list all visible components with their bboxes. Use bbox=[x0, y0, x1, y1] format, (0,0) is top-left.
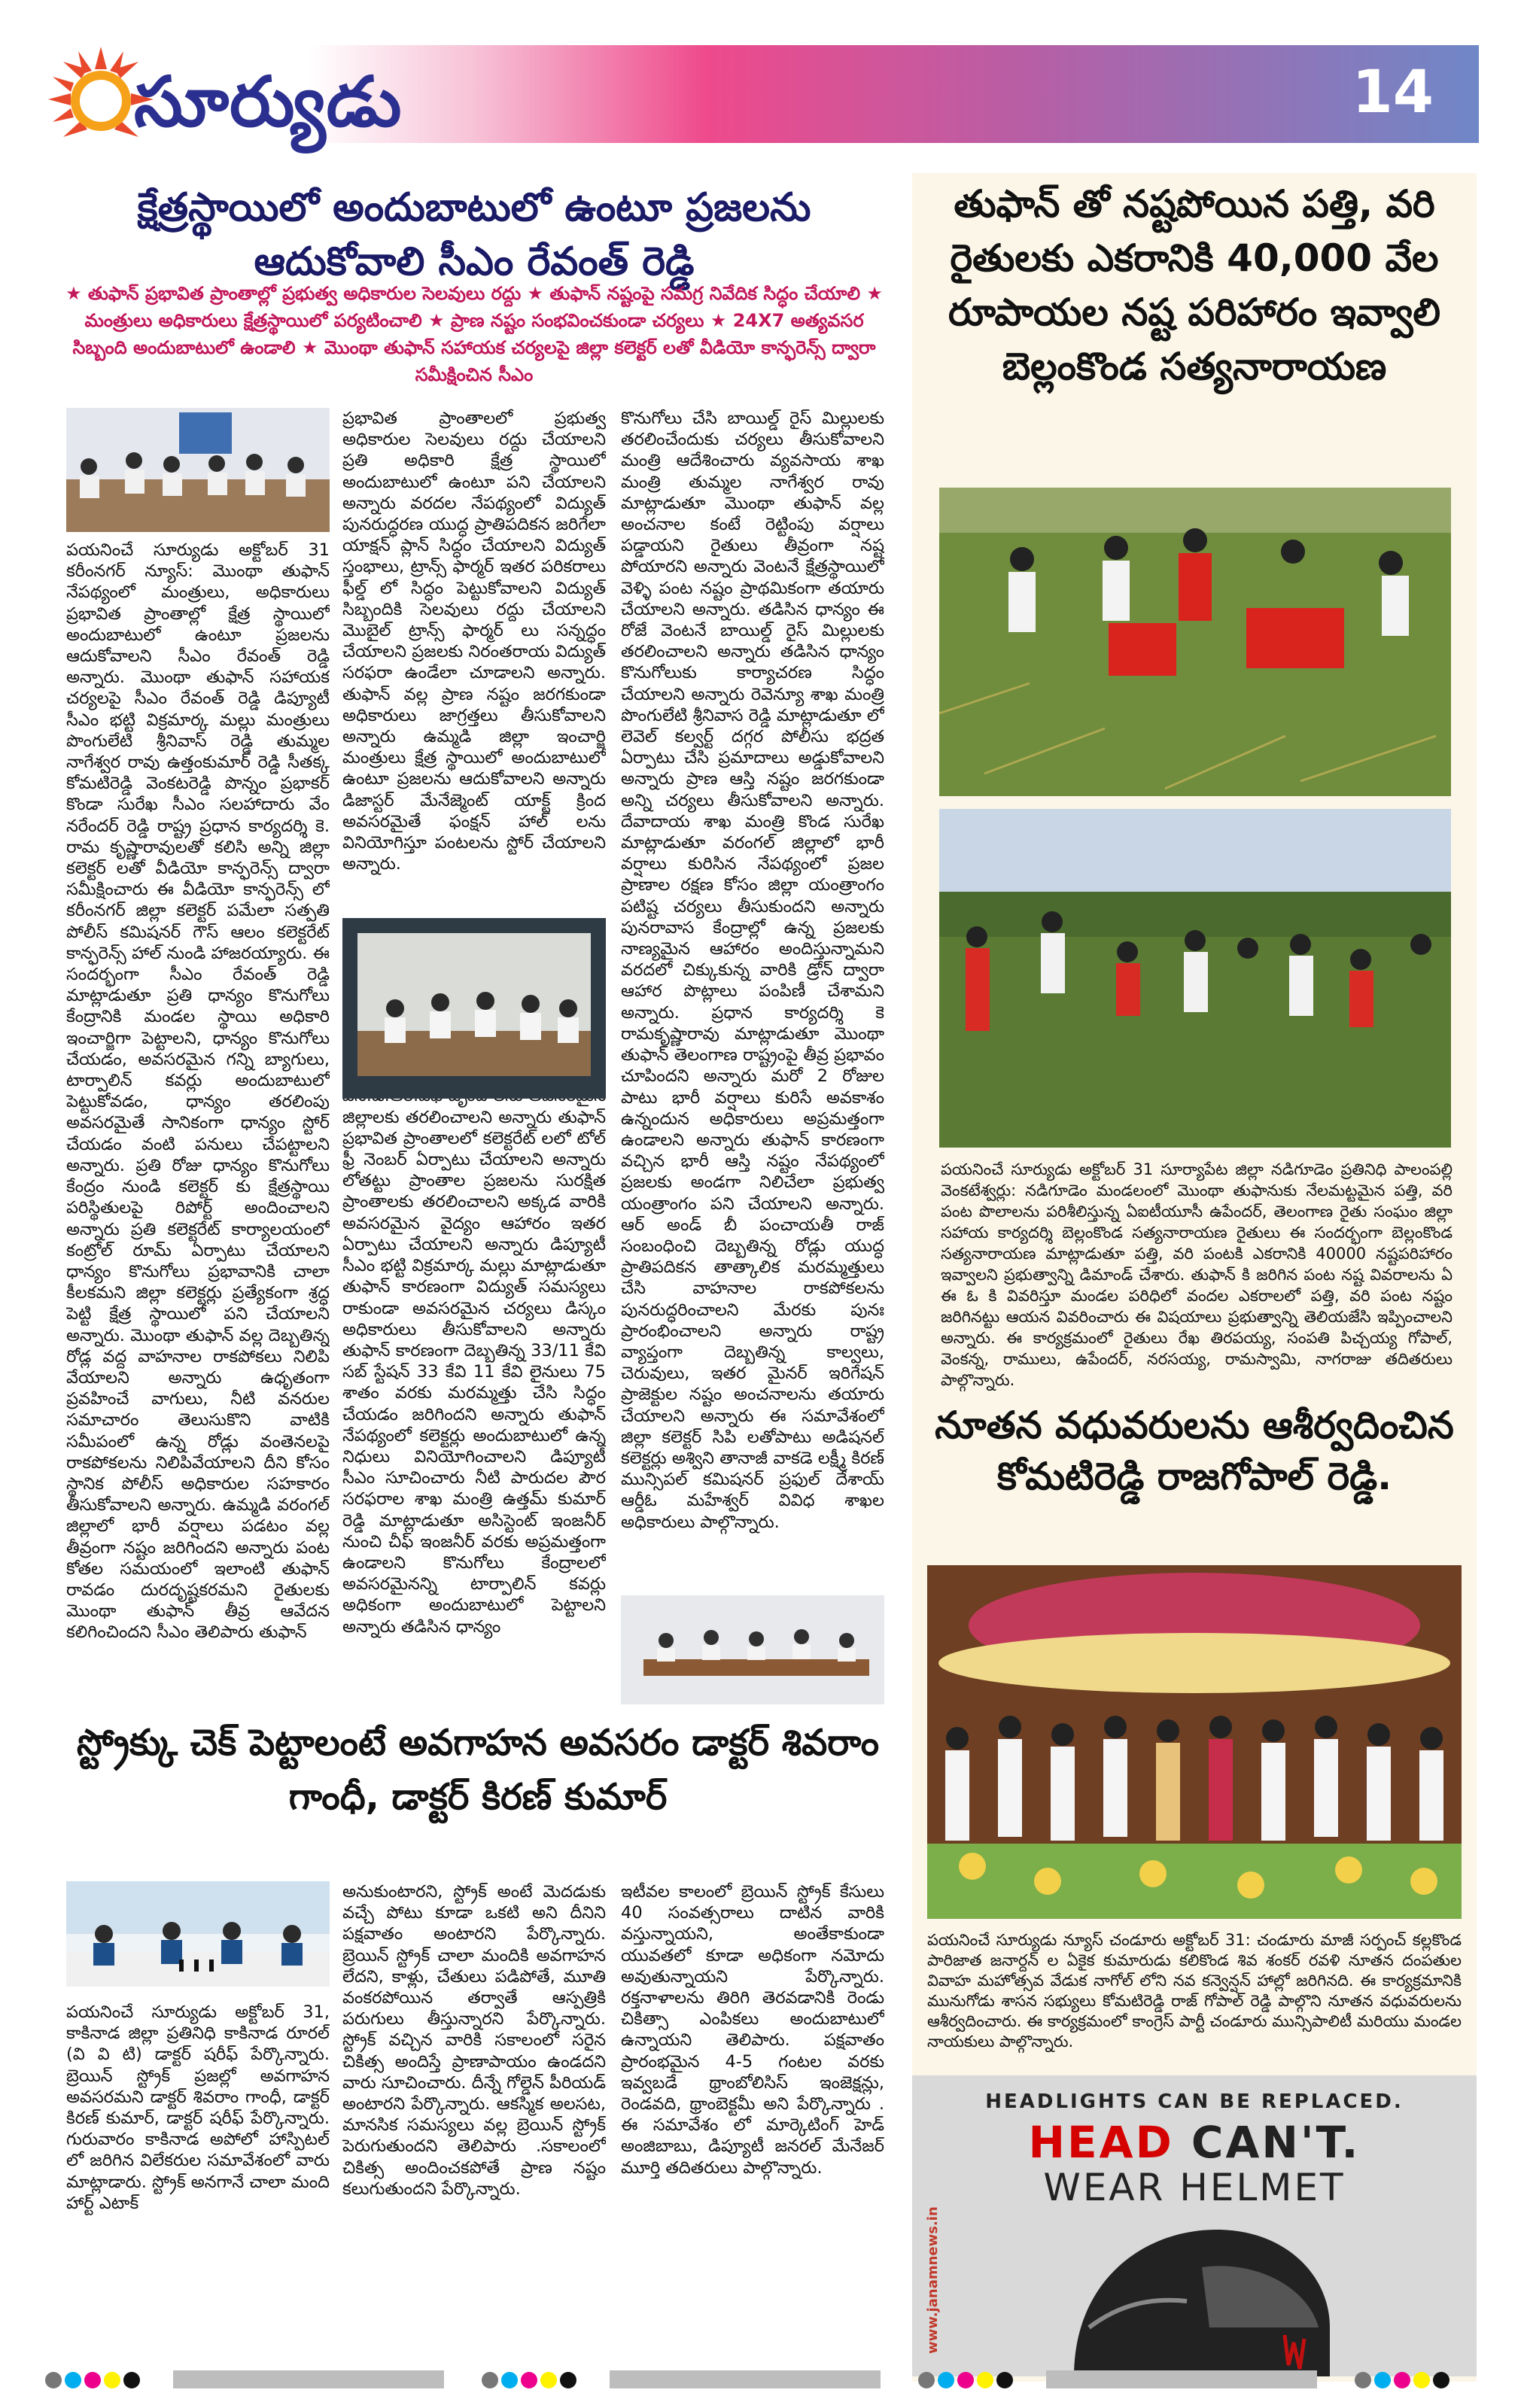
ad-line-2-red: HEAD bbox=[1028, 2117, 1174, 2168]
registration-dot bbox=[1433, 2372, 1449, 2388]
farmer-compensation-headline: తుఫాన్ తో నష్టపోయిన పత్తి, వరి రైతులకు ఎకరానికి 40,000 వేల రూపాయల నష్ట పరిహారం ఇవ్వాలి బెల్లంకొండ సత్యనారాయణ bbox=[948, 182, 1441, 388]
registration-dot bbox=[501, 2372, 518, 2388]
gray-bar bbox=[1046, 2370, 1317, 2388]
page-number: 14 bbox=[1352, 59, 1434, 126]
helmet-icon bbox=[1059, 2215, 1345, 2376]
color-dots-2 bbox=[482, 2370, 576, 2390]
ad-line-3: WEAR HELMET bbox=[1043, 2166, 1346, 2209]
gray-bar bbox=[610, 2370, 881, 2388]
ad-line-1: HEADLIGHTS CAN BE REPLACED. bbox=[985, 2090, 1404, 2113]
stroke-article-text-1: పయనించే సూర్యుడు అక్టోబర్ 31, కాకినాడ జిల్లా ప్రతినిధి కాకినాడ రూరల్ (వి వి టి) డాక్టర్ షరీఫ్ పేర్కొన్నారు. బ్రెయిన్ స్ట్రోక్ ప్రజల్లో అవగాహన అవసరమని డాక్టర్ శివరాం గాంధీ, డాక్టర్ కిరణ్ కుమార్, డాక్టర్ షరీఫ్ పేర్కొన్నారు. గురువారం కాకినాడ అపోలో హాస్పిటల్ లో జరిగిన విలేకరుల సమావేశంలో వారు మాట్లాడారు. స్ట్రోక్ అనగానే చాలా మంది హార్ట్ ఎటాక్ bbox=[66, 2002, 330, 2213]
registration-dot bbox=[1413, 2372, 1430, 2388]
registration-dot bbox=[65, 2372, 81, 2388]
registration-dot bbox=[996, 2372, 1013, 2388]
wedding-text: పయనించే సూర్యుడు న్యూస్ చండూరు అక్టోబర్ 31: చండూరు మాజీ సర్పంచ్ కల్లకొండ పారిజాత జనార్దన్ ల ఏకైక కుమారుడు కలికొండ శివ శంకర్ రవళి నూతన దంపతుల వివాహ మహోత్సవ వేడుక నాగోల్ లోని నవ కన్వెన్షన్ హాల్లో జరిగినది. ఈ కార్యక్రమానికి మునుగోడు శాసన సభ్యులు కోమటిరెడ్డి రాజ్ గోపాల్ రెడ్డి పాల్గొని నూతన వధువరులను ఆశీర్వదించారు. ఈ కార్యక్రమంలో కాంగ్రెస్ పార్టీ చండూరు మున్సిపాలిటీ మరియు మండల నాయకులు పాల్గొన్నారు. bbox=[927, 1931, 1462, 2051]
header-banner bbox=[309, 45, 1479, 143]
color-dots-4 bbox=[1355, 2370, 1449, 2390]
registration-dot bbox=[45, 2372, 62, 2388]
registration-dot bbox=[521, 2372, 537, 2388]
stroke-headline: స్ట్రోక్కు చెక్ పెట్టాలంటే అవగాహన అవసరం డాక్టర్ శివరాం గాంధీ, డాక్టర్ కిరణ్ కుమార్ bbox=[76, 1722, 880, 1818]
helmet-ad bbox=[912, 2075, 1477, 2376]
stroke-article-column-3 bbox=[621, 1881, 884, 2318]
wedding-headline: నూతన వధువరులను ఆశీర్వదించిన కోమటిరెడ్డి రాజగోపాల్ రెడ్డి. bbox=[935, 1403, 1454, 1498]
registration-dot bbox=[560, 2372, 576, 2388]
main-article-text-1: పయనించే సూర్యుడు అక్టోబర్ 31 కరీంనగర్ న్యూస్: మొంథా తుఫాన్ నేపథ్యంలో మంత్రులు, అధికారులు ప్రభావిత ప్రాంతాల్లో క్షేత్ర స్థాయిలో అందుబాటులో ఉంటూ ప్రజలను ఆదుకోవాలని సీఎం రేవంత్ రెడ్డి అన్నారు. మొంథా తుఫాన్ సహాయక చర్యలపై సీఎం రేవంత్ రెడ్డి డిప్యూటీ సీఎం భట్టి విక్రమార్క మల్లు మంత్రులు పొంగులేటి శ్రీనివాస్ రెడ్డి తుమ్మల నాగేశ్వర రావు ఉత్తంకుమార్ రెడ్డి సీతక్క కోమటిరెడ్డి వెంకటరెడ్డి పొన్నం ప్రభాకర్ కొండా సురేఖ సీఎం సలహాదారు వేం నరేందర్ రెడ్డి రాష్ట్ర ప్రధాన కార్యదర్శి కె. రామ కృష్ణారావులతో కలిసి అన్ని జిల్లా కలెక్టర్ లతో వీడియో కాన్ఫరెన్స్ ద్వారా సమీక్షించారు ఈ వీడియో కాన్ఫరెన్స్ లో కరీంనగర్ జిల్లా కలెక్టర్ పమేలా సత్పతి పోలీస్ కమిషనర్ గౌస్ ఆలం కలెక్టరేట్ కాన్ఫరెన్స్ హాల్ నుండి హాజరయ్యారు. ఈ సందర్భంగా సీఎం రేవంత్ రెడ్డి మాట్లాడుతూ ప్రతి ధాన్యం కొనుగోలు కేంద్రానికి మండల స్థాయి అధికారి ఇంచార్జిగా పెట్టాలని, ధాన్యం కొనుగోలు చేయడం, అవసరమైన గన్ని బ్యాగులు, టార్పాలిన్ కవర్లు అందుబాటులో పెట్టుకోవడం, ధాన్యం తరలింపు అవసరమైతే సానికంగా ధాన్యం స్టోర్ చేయడం వంటి పనులు చేపట్టాలని అన్నారు. ప్రతి రోజు ధాన్యం కొనుగోలు కేంద్రం నుండి కలెక్టర్ కు క్షేత్రస్థాయి పరిస్థితులపై రిపోర్ట్ అందించాలని అన్నారు ప్రతి కలెక్టరేట్ కార్యాలయంలో కంట్రోల్ రూమ్ ఏర్పాటు చేయాలని ధాన్యం కొనుగోలు ప్రభావానికి చాలా కీలకమని జిల్లా కలెక్టర్లు ప్రత్యేకంగా శ్రద్ధ పెట్టి క్షేత్ర స్థాయిలో పని చేయాలని అన్నారు. మొంథా తుఫాన్ వల్ల దెబ్బతిన్న రోడ్ల వద్ద వాహనాల రాకపోకలు నిలిపి వేయాలని అన్నారు ఉధృతంగా ప్రవహించే వాగులు, నీటి వనరుల సమాచారం తెలుసుకొని వాటికి సమీపంలో ఉన్న రోడ్లు వంతెనలపై రాకపోకలను నిలిపివేయాలని దీని కోసం స్థానిక పోలీస్ అధికారుల సహకారం తీసుకోవాలని అన్నారు. ఉమ్మడి వరంగల్ జిల్లాలో భారీ వర్షాలు పడటం వల్ల తీవ్రంగా నష్టం జరిగిందని అన్నారు పంట కోతల సమయంలో ఇలాంటి తుఫాన్ రావడం దురదృష్టకరమని రైతులకు మొంథా తుఫాన్ తీవ్ర ఆవేదన కలిగించిందని సీఎం తెలిపారు తుఫాన్ bbox=[66, 540, 330, 1643]
registration-dot bbox=[1355, 2372, 1371, 2388]
registration-dot bbox=[918, 2372, 935, 2388]
registration-dot bbox=[957, 2372, 974, 2388]
stroke-article-column-1 bbox=[66, 1881, 330, 2318]
main-headline: క్షేత్రస్థాయిలో అందుబాటులో ఉంటూ ప్రజలను ఆదుకోవాలి సీఎం రేవంత్ రెడ్డి bbox=[137, 185, 811, 284]
registration-dot bbox=[84, 2372, 101, 2388]
crop-damage-photo-2 bbox=[939, 809, 1451, 1148]
ad-line-2-dark: CAN'T. bbox=[1191, 2117, 1361, 2168]
newspaper-name: సూర్యుడు bbox=[134, 62, 403, 142]
video-conference-photo bbox=[342, 918, 606, 1099]
svg-text:www.janamnews.in: www.janamnews.in bbox=[925, 2206, 941, 2354]
registration-dot bbox=[1394, 2372, 1410, 2388]
registration-dot bbox=[1374, 2372, 1391, 2388]
main-article-column-3 bbox=[621, 408, 884, 1706]
registration-dot bbox=[104, 2372, 120, 2388]
farmer-compensation-text: పయనించే సూర్యుడు అక్టోబర్ 31 సూర్యాపేట జిల్లా నడిగూడెం ప్రతినిధి పాలంపల్లి వెంకటేశ్వర్లు: నడిగూడెం మండలంలో మొంథా తుఫానుకు నేలమట్టమైన పత్తి, వరి పంట పొలాలను పరిశీలిస్తున్న ఏఐటీయూసీ ఉపేందర్, తెలంగాణ రైతు సంఘం జిల్లా సహాయ కార్యదర్శి బెల్లంకొండ సత్యనారాయణ రైతులు ఈ సందర్భంగా బెల్లంకొండ సత్యనారాయణ మాట్లాడుతూ పత్తి, వరి పంటకి ఎకరానికి 40000 నష్టపరిహారం ఇవ్వాలని ప్రభుత్వాన్ని డిమాండ్ చేశారు. తుఫాన్ కి జరిగిన పంట నష్ట వివరాలను ఏ ఈ ఓ కి వివరిస్తూ మండల పరిధిలో వందల ఎకరాలలో పత్తి, వరి పంట నష్టం జరిగినట్టు ఆయన వివరించారు ఈ విషయాలు ప్రభుత్వాన్ని తెలియజేసి ఇప్పించాలని అన్నారు. ఈ కార్యక్రమంలో రైతులు రేఖ తిరపయ్య, సంపతి పిచ్చయ్య గోపాల్, వెంకన్న, రాములు, ఉపేందర్, నరసయ్య, రామస్వామి, నాగరాజు తదితరులు పాల్గొన్నారు. bbox=[941, 1160, 1453, 1389]
collectorate-meeting-photo bbox=[621, 1595, 884, 1704]
newspaper-logo bbox=[45, 30, 403, 173]
crop-damage-photo-1 bbox=[939, 488, 1451, 796]
stroke-article-column-2 bbox=[342, 1881, 606, 2318]
gray-bar bbox=[173, 2370, 444, 2388]
stroke-article-text-2: అనుకుంటారని, స్ట్రోక్ అంటే మెదడుకు వచ్చే పోటు కూడా ఒకటి అని దీనిని పక్షవాతం అంటారని పేర్కొన్నారు. బ్రెయిన్ స్ట్రోక్ చాలా మందికి అవగాహన లేదని, కాళ్లు, చేతులు పడిపోతే, మూతి వంకరపోయిన తర్వాతే ఆస్పత్రికి పరుగులు తీస్తున్నారని పేర్కొన్నారు. స్ట్రోక్ వచ్చిన వారికి సకాలంలో సరైన చికిత్స అందిస్తే ప్రాణాపాయం ఉండదని వారు సూచించారు. దీన్నే గోల్డెన్ పీరియడ్ అంటారని పేర్కొన్నారు. ఆకస్మిక అలసట, మానసిక సమస్యలు వల్ల బ్రెయిన్ స్ట్రోక్ పెరుగుతుందని తెలిపారు .సకాలంలో చికిత్స అందించకపోతే ప్రాణ నష్టం కలుగుతుందని పేర్కొన్నారు. bbox=[342, 1882, 606, 2199]
wedding-photo bbox=[927, 1565, 1462, 1919]
main-article-text-4: కొనుగోలు చేసి బాయిల్డ్ రైస్ మిల్లులకు తరలించేందుకు చర్యలు తీసుకోవాలని మంత్రి ఆదేశించారు వ్యవసాయ శాఖ మంత్రి తుమ్మల నాగేశ్వర రావు మాట్లాడుతూ మొంథా తుఫాన్ వల్ల అంచనాల కంటే రెట్టింపు వర్షాలు పడ్డాయని రైతులు తీవ్రంగా నష్ట పోయారని అన్నారు వెంటనే క్షేత్రస్థాయిలో వెళ్ళి పంట నష్టం ప్రాథమికంగా తయారు చేయాలని అన్నారు. తడిసిన ధాన్యం ఈ రోజే వెంటనే బాయిల్డ్ రైస్ మిల్లులకు తరలించాలని అన్నారు తడిసిన ధాన్యం కొనుగోలుకు కార్యాచరణ సిద్ధం చేయాలని అన్నారు రెవెన్యూ శాఖ మంత్రి పొంగులేటి శ్రీనివాస రెడ్డి మాట్లాడుతూ లో లెవెల్ కల్వర్ట్ దగ్గర పోలీసు భద్రత ఏర్పాటు చేసి ప్రమాదాలు అడ్డుకోవాలని అన్నారు ప్రాణ ఆస్తి నష్టం జరగకుండా అన్ని చర్యలు తీసుకోవాలని అన్నారు. దేవాదాయ శాఖ మంత్రి కొండ సురేఖ మాట్లాడుతూ వరంగల్ జిల్లాలో భారీ వర్షాలు కురిసిన నేపథ్యంలో ప్రజల ప్రాణాల రక్షణ కోసం జిల్లా యంత్రాంగం పటిష్ట చర్యలు తీసుకుందని అన్నారు పునరావాస కేంద్రాల్లో ఉన్న ప్రజలకు నాణ్యమైన ఆహారం అందిస్తున్నామని వరదలో చిక్కుకున్న వారికి డ్రోన్ ద్వారా ఆహార పొట్లాలు పంపిణీ చేశామని అన్నారు. ప్రధాన కార్యదర్శి కె రామకృష్ణారావు మాట్లాడుతూ మొంథా తుఫాన్ తెలంగాణ రాష్ట్రంపై తీవ్ర ప్రభావం చూపిందని అన్నారు మరో 2 రోజుల పాటు భారీ వర్షాలు కురిసే అవకాశం ఉన్నందున అధికారులు అప్రమత్తంగా ఉండాలని అన్నారు తుఫాన్ కారణంగా వచ్చిన భారీ ఆస్తి నష్టం నేపథ్యంలో ప్రజలకు అండగా నిలిచేలా ప్రభుత్వ యంత్రాంగం పని చేయాలని అన్నారు. ఆర్ అండ్ బీ పంచాయతీ రాజ్ సంబంధించి దెబ్బతిన్న రోడ్లు యుద్ధ ప్రాతిపదికన తాత్కాలిక మరమ్మత్తులు చేసి వాహనాల రాకపోకలను పునరుద్ధరించాలని మేరకు పునః ప్రారంభించాలని అన్నారు రాష్ట్ర వ్యాప్తంగా దెబ్బతిన్న కాల్వలు, చెరువులు, ఇతర మైనర్ ఇరిగేషన్ ప్రాజెక్టుల నష్టం అంచనాలను తయారు చేయాలని అన్నారు ఈ సమావేశంలో జిల్లా కలెక్టర్ సిపి లతోపాటు అడిషనల్ కలెక్టర్లు అశ్విని తానాజీ వాకడె లక్ష్మీ కిరణ్ మున్సిపల్ కమిషనర్ ప్రఫుల్ దేశాయ్ ఆర్డీఓ మహేశ్వర్ వివిధ శాఖల అధికారులు పాల్గొన్నారు. bbox=[621, 409, 884, 1532]
main-article-text-3: జిల్లాలకు తరలించాలని అన్నారు తుఫాన్ ప్రభావిత ప్రాంతాలలో కలెక్టరేట్ లలో టోల్ ఫ్రీ నెంబర్ ఏర్పాటు చేయాలని అన్నారు లోతట్టు ప్రాంతాల ప్రజలను సురక్షిత ప్రాంతాలకు తరలించాలని అక్కడ వారికి అవసరమైన వైద్యం ఆహారం ఇతర ఏర్పాటు చేయాలని అన్నారు డిప్యూటీ సీఎం భట్టి విక్రమార్క మల్లు మాట్లాడుతూ తుఫాన్ కారణంగా విద్యుత్ సమస్యలు రాకుండా అవసరమైన చర్యలు డిస్కం అధికారులు తీసుకోవాలని అన్నారు తుఫాన్ కారణంగా దెబ్బతిన్న 33/11 కేవి సబ్ స్టేషన్ 33 కేవి 11 కేవి లైనులు 75 శాతం వరకు మరమ్మత్తు చేసి సిద్ధం చేయడం జరిగిందని అన్నారు తుఫాన్ నేపథ్యంలో కలెక్టర్లు అందుబాటులో ఉన్న నిధులు వినియోగించాలని డిప్యూటీ సీఎం సూచించారు నీటి పారుదల పౌర సరఫరాల శాఖ మంత్రి ఉత్తమ్ కుమార్ రెడ్డి మాట్లాడుతూ అసిస్టెంట్ ఇంజనీర్ నుంచి చీఫ్ ఇంజనీర్ వరకు అప్రమత్తంగా ఉండాలని కొనుగోలు కేంద్రాలలో అవసరమైనన్ని టార్పాలిన్ కవర్లు అధికంగా అందుబాటులో పెట్టాలని అన్నారు తడిసిన ధాన్యం bbox=[342, 1107, 606, 1637]
color-dots-3 bbox=[918, 2370, 1013, 2390]
main-article-column-1 bbox=[66, 408, 330, 1706]
registration-dot bbox=[977, 2372, 993, 2388]
main-subhead: ★ తుఫాన్ ప్రభావిత ప్రాంతాల్లో ప్రభుత్వ అధికారుల సెలవులు రద్దు ★ తుఫాన్ నష్టంపై సమగ్ర నివేదిక సిద్ధం చేయాలి ★ మంత్రులు అధికారులు క్షేత్రస్థాయిలో పర్యటించాలి ★ ప్రాణ నష్టం సంభవించకుండా చర్యలు ★ 24X7 అత్యవసర సిబ్బంది అందుబాటులో ఉండాలి ★ మొంథా తుఫాన్ సహాయక చర్యలపై జిల్లా కలెక్టర్ లతో వీడియో కాన్ఫరెన్స్ ద్వారా సమీక్షించిన సీఎం bbox=[65, 283, 883, 385]
print-registration-marks bbox=[0, 2370, 1524, 2397]
registration-dot bbox=[540, 2372, 557, 2388]
registration-dot bbox=[482, 2372, 498, 2388]
main-article-text-2: ప్రభావిత ప్రాంతాలలో ప్రభుత్వ అధికారుల సెలవులు రద్దు చేయాలని ప్రతి అధికారి క్షేత్ర స్థాయిలో అందుబాటులో ఉంటూ పని చేయాలని అన్నారు వరదల నేపథ్యంలో విద్యుత్ పునరుద్ధరణ యుద్ధ ప్రాతిపదికన జరిగేలా యాక్షన్ ప్లాన్ సిద్ధం చేయాలని విద్యుత్ స్తంభాలు, ట్రాన్స్ ఫార్మర్ ఇతర పరికరాలు ఫీల్డ్ లో సిద్ధం పెట్టుకోవాలని విద్యుత్ సిబ్బందికి సెలవులు రద్దు చేయాలని మొబైల్ ట్రాన్స్ ఫార్మర్ లు సన్నద్ధం చేయాలని ప్రజలకు నిరంతరాయ విద్యుత్ సరఫరా ఉండేలా చూడాలని అన్నారు. తుఫాన్ వల్ల ప్రాణ నష్టం జరగకుండా అధికారులు జాగ్రత్తలు తీసుకోవాలని అన్నారు ఉమ్మడి జిల్లా ఇంచార్జి మంత్రులు క్షేత్ర స్థాయిలో అందుబాటులో ఉంటూ ప్రజలను ఆదుకోవాలని అన్నారు డిజాస్టర్ మేనేజ్మెంట్ యాక్ట్ క్రింద అవసరమైతే ఫంక్షన్ హాల్ లను వినియోగిస్తూ పంటలను స్టోర్ చేయాలని అన్నారు. bbox=[342, 409, 606, 874]
color-dots-1 bbox=[45, 2370, 140, 2390]
ad-line-2 bbox=[912, 2117, 1477, 2168]
stroke-article-text-3: ఇటీవల కాలంలో బ్రెయిన్ స్ట్రోక్ కేసులు 40 సంవత్సరాలు దాటిన వారికి వస్తున్నాయని, అంతేకాకుండా యువతలో కూడా అధికంగా నమోదు అవుతున్నాయని పేర్కొన్నారు. రక్తనాళాలను తిరిగి తెరవడానికి రెండు చికిత్సా ఎంపికలు అందుబాటులో ఉన్నాయని తెలిపారు. పక్షవాతం ప్రారంభమైన 4-5 గంటల వరకు ఇవ్వబడే థ్రాంబోలిసిస్ ఇంజెక్షన్లు, రెండవది, థ్రాంబెక్టమీ అని పేర్కొన్నారు . ఈ సమావేశం లో మార్కెటింగ్ హెడ్ అంజిబాబు, డిప్యూటీ జనరల్ మేనేజర్ మూర్తి తదితరులు పాల్గొన్నారు. bbox=[621, 1882, 884, 2178]
masthead bbox=[45, 30, 1479, 173]
registration-dot bbox=[938, 2372, 954, 2388]
registration-dot bbox=[123, 2372, 140, 2388]
